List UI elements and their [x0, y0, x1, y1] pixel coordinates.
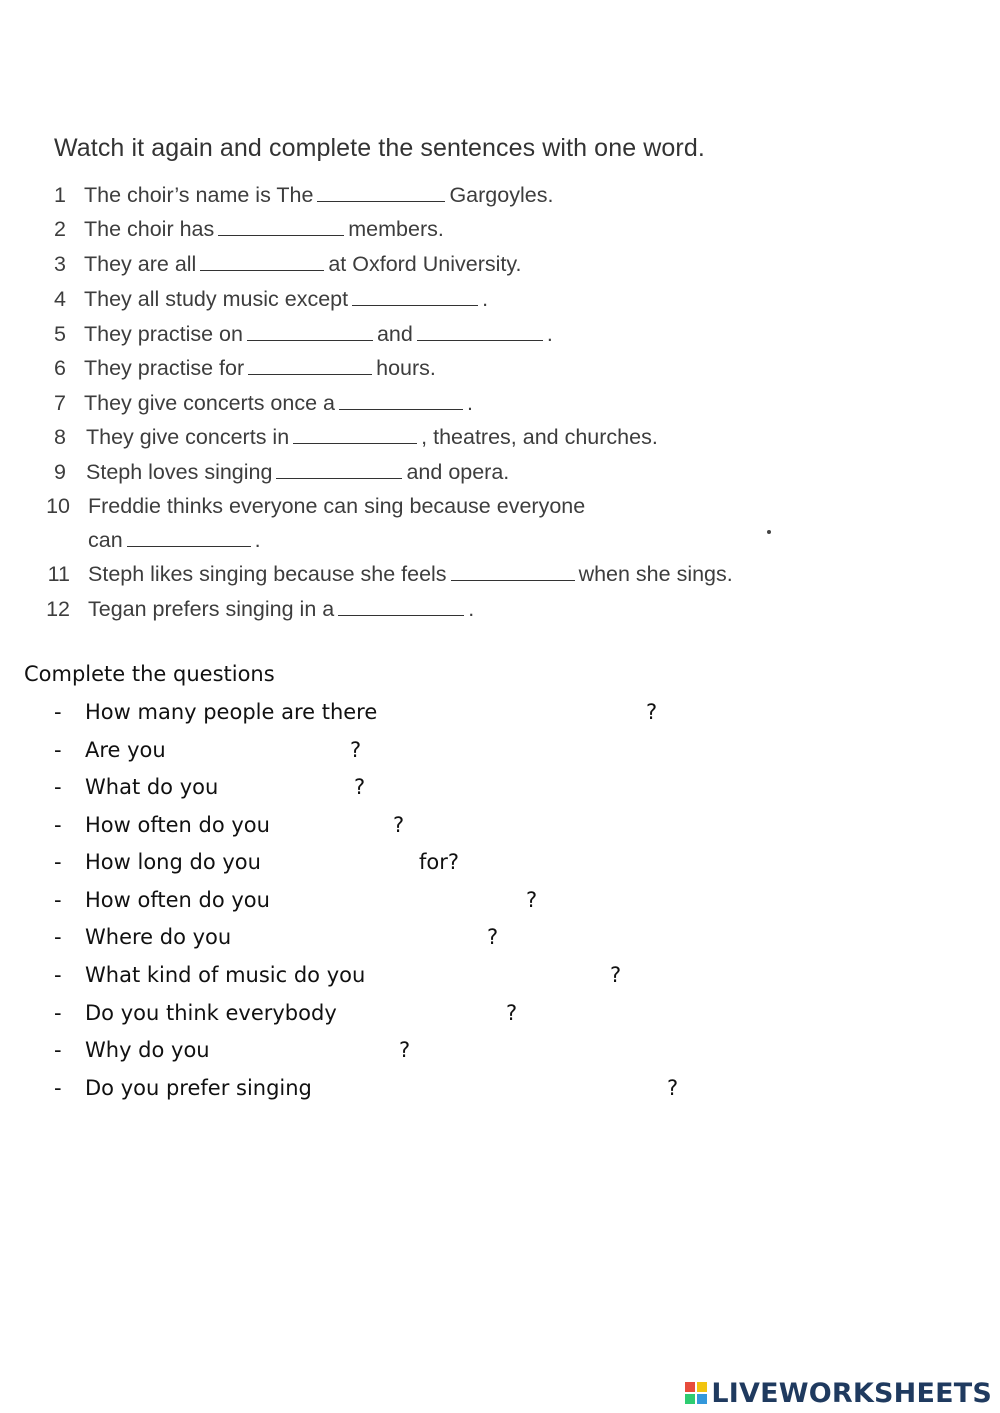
question-item	[0, 1038, 800, 1068]
questions-title: Complete the questions	[24, 662, 275, 686]
bullet-dash: -	[54, 888, 62, 912]
item-text-after: at Oxford University.	[328, 252, 522, 276]
question-end: ?	[667, 1076, 679, 1100]
item-text-before: The choir has	[84, 217, 215, 241]
item-number: 11	[47, 562, 70, 586]
bullet-dash: -	[54, 963, 62, 987]
item-text-before: can	[88, 528, 123, 552]
item-number: 6	[54, 356, 66, 380]
answer-blank[interactable]	[200, 252, 324, 271]
item-text-before: Steph likes singing because she feels	[88, 562, 447, 586]
item-number: 1	[54, 183, 66, 207]
item-text-after: , theatres, and churches.	[421, 425, 658, 449]
question-item	[0, 963, 800, 993]
question-end: ?	[506, 1001, 518, 1025]
item-text-after: .	[254, 528, 261, 552]
item-number: 12	[46, 597, 70, 621]
question-text: Do you think everybody	[85, 1001, 337, 1025]
bullet-dash: -	[54, 700, 62, 724]
logo-square	[697, 1382, 707, 1392]
item-text-before: Freddie thinks everyone can sing because everyone	[88, 494, 586, 518]
answer-blank[interactable]	[352, 287, 478, 306]
item-text-before: They give concerts in	[86, 425, 290, 449]
question-text: Do you prefer singing	[85, 1076, 312, 1100]
question-end: for?	[419, 850, 460, 874]
logo-text: LIVEWORKSHEETS	[711, 1377, 992, 1409]
item-text-after: .	[466, 391, 473, 415]
item-number: 3	[54, 252, 66, 276]
item-text-after: when she sings.	[578, 562, 733, 586]
answer-blank[interactable]	[338, 597, 464, 616]
answer-blank[interactable]	[339, 391, 463, 410]
bullet-dash: -	[54, 850, 62, 874]
exercise-item-continued	[0, 528, 900, 558]
question-text: How often do you	[85, 888, 270, 912]
exercise-item	[0, 252, 900, 282]
item-number: 8	[54, 425, 66, 449]
question-text: What do you	[85, 775, 219, 799]
exercise-item	[0, 217, 900, 247]
exercise-item	[0, 494, 900, 524]
item-text-before: Tegan prefers singing in a	[88, 597, 335, 621]
question-end: ?	[393, 813, 405, 837]
item-text-after: .	[482, 287, 489, 311]
question-text: Why do you	[85, 1038, 210, 1062]
item-number: 4	[54, 287, 66, 311]
question-end: ?	[354, 775, 366, 799]
question-item	[0, 775, 800, 805]
item-number: 5	[54, 322, 66, 346]
question-text: How often do you	[85, 813, 270, 837]
question-item	[0, 1076, 800, 1106]
question-text: How long do you	[85, 850, 261, 874]
logo-square	[697, 1394, 707, 1404]
bullet-dash: -	[54, 1001, 62, 1025]
item-text-after: .	[546, 322, 553, 346]
item-text-before: They practise for	[84, 356, 245, 380]
logo-square	[685, 1394, 695, 1404]
bullet-dash: -	[54, 1076, 62, 1100]
liveworksheets-logo	[685, 1376, 992, 1410]
question-text: Where do you	[85, 925, 232, 949]
answer-blank[interactable]	[417, 322, 543, 341]
exercise-instruction: Watch it again and complete the sentences with one word.	[54, 134, 705, 162]
question-text: What kind of music do you	[85, 963, 366, 987]
question-item	[0, 925, 800, 955]
item-text-after: .	[468, 597, 475, 621]
answer-blank[interactable]	[317, 183, 445, 202]
item-text-before: They are all	[84, 252, 197, 276]
item-text-before: They give concerts once a	[84, 391, 335, 415]
logo-square	[685, 1382, 695, 1392]
bullet-dash: -	[54, 775, 62, 799]
question-end: ?	[610, 963, 622, 987]
question-item	[0, 888, 800, 918]
exercise-item	[0, 287, 900, 317]
item-text-before: Steph loves singing	[86, 460, 273, 484]
question-item	[0, 850, 800, 880]
scanned-exercise	[0, 0, 1000, 640]
question-item	[0, 1001, 800, 1031]
answer-blank[interactable]	[218, 217, 344, 236]
exercise-item	[0, 356, 900, 386]
exercise-item	[0, 460, 900, 490]
exercise-item	[0, 391, 900, 421]
question-end: ?	[526, 888, 538, 912]
item-text-mid: and	[376, 322, 413, 346]
answer-blank[interactable]	[451, 562, 575, 581]
answer-blank[interactable]	[127, 528, 251, 547]
item-text-after: members.	[348, 217, 444, 241]
item-number: 2	[54, 217, 66, 241]
item-number: 7	[54, 391, 66, 415]
exercise-item	[0, 597, 900, 627]
question-end: ?	[487, 925, 499, 949]
question-item	[0, 700, 800, 730]
stray-dot	[767, 530, 771, 534]
bullet-dash: -	[54, 925, 62, 949]
question-end: ?	[350, 738, 362, 762]
item-text-after: Gargoyles.	[449, 183, 554, 207]
bullet-dash: -	[54, 813, 62, 837]
answer-blank[interactable]	[248, 356, 372, 375]
item-text-after: and opera.	[406, 460, 510, 484]
answer-blank[interactable]	[247, 322, 373, 341]
answer-blank[interactable]	[276, 460, 402, 479]
item-text-after: hours.	[376, 356, 436, 380]
question-item	[0, 738, 800, 768]
question-text: Are you	[85, 738, 166, 762]
exercise-item	[0, 322, 900, 352]
question-end: ?	[399, 1038, 411, 1062]
item-text-before: They practise on	[84, 322, 243, 346]
exercise-item	[0, 183, 900, 213]
bullet-dash: -	[54, 1038, 62, 1062]
logo-mark-icon	[685, 1382, 707, 1404]
bullet-dash: -	[54, 738, 62, 762]
question-text: How many people are there	[85, 700, 378, 724]
answer-blank[interactable]	[293, 425, 417, 444]
exercise-item	[0, 425, 900, 455]
item-text-before: The choir’s name is The	[84, 183, 314, 207]
exercise-item	[0, 562, 900, 592]
item-text-before: They all study music except	[84, 287, 349, 311]
item-number: 10	[46, 494, 70, 518]
question-end: ?	[646, 700, 658, 724]
question-item	[0, 813, 800, 843]
item-number: 9	[54, 460, 66, 484]
